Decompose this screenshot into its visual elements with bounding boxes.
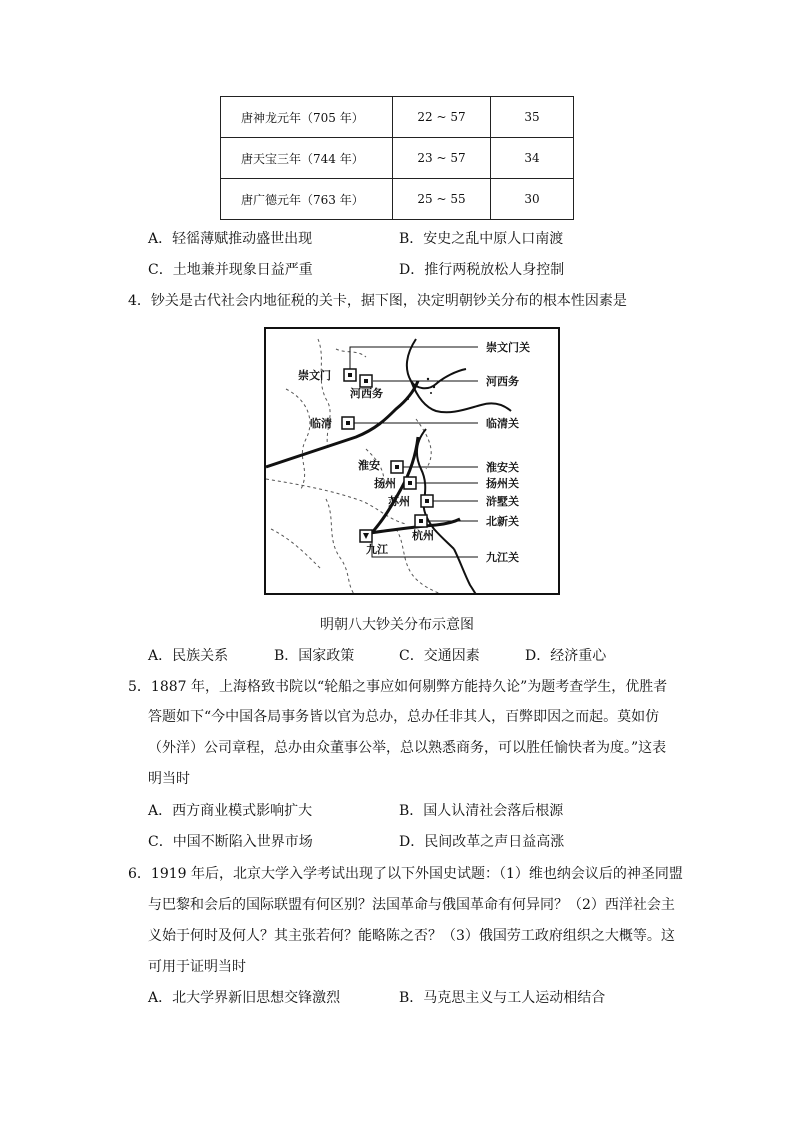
q6-stem-line-3: 义始于何时及何人？其主张若何？能略陈之否？（3）俄国劳工政府组织之大概等。这 (148, 928, 675, 944)
table-row (221, 97, 574, 138)
callout-linqing-guan: 临清关 (486, 417, 519, 430)
table-cell-value: 35 (491, 97, 574, 138)
map-caption: 明朝八大钞关分布示意图 (320, 617, 474, 633)
q3-option-c: C．土地兼并现象日益严重 (148, 262, 313, 278)
q3-option-b: B．安史之乱中原人口南渡 (399, 231, 564, 247)
map-graphic (266, 329, 560, 595)
q4-stem: 4．钞关是古代社会内地征税的关卡，据下图，决定明朝钞关分布的根本性因素是 (128, 293, 627, 309)
q4-option-a: A．民族关系 (148, 648, 229, 664)
q5-option-b: B．国人认清社会落后根源 (399, 803, 564, 819)
q4-option-b: B．国家政策 (274, 648, 355, 664)
q5-option-a: A．西方商业模式影响扩大 (148, 803, 313, 819)
q6-option-a: A．北大学界新旧思想交锋激烈 (148, 990, 341, 1006)
callout-jiujiang-guan: 九江关 (486, 551, 519, 564)
q6-option-b: B．马克思主义与工人运动相结合 (399, 990, 606, 1006)
q6-stem-line-1: 6．1919 年后，北京大学入学考试出现了以下外国史试题：（1）维也纳会议后的神圣同盟 (128, 866, 683, 882)
q5-option-d: D．民间改革之声日益高涨 (399, 834, 565, 850)
map-label-suzhou: 苏州 (388, 495, 410, 508)
map-label-huaian: 淮安 (358, 459, 380, 472)
q6-stem-line-4: 可用于证明当时 (148, 959, 246, 975)
q3-option-d: D．推行两税放松人身控制 (399, 262, 565, 278)
table-cell-year: 唐天宝三年（744 年） (221, 138, 393, 179)
q5-stem-line-3: （外洋）公司章程，总办由众董事公举，总以熟悉商务，可以胜任愉快者为度。”这表 (148, 740, 667, 756)
table-row (221, 179, 574, 220)
map-label-linqing: 临清 (310, 417, 332, 430)
q6-stem-line-2: 与巴黎和会后的国际联盟有何区别？法国革命与俄国革命有何异同？（2）西洋社会主 (148, 897, 675, 913)
table-cell-year: 唐广德元年（763 年） (221, 179, 393, 220)
map-label-hexiwu: 河西务 (350, 387, 383, 400)
q5-stem-line-1: 5．1887 年，上海格致书院以“轮船之事应如何剔弊方能持久论”为题考查学生，优胜者 (128, 679, 668, 695)
table-cell-year: 唐神龙元年（705 年） (221, 97, 393, 138)
table-cell-range: 22 ~ 57 (393, 97, 491, 138)
table-cell-value: 34 (491, 138, 574, 179)
map-label-yangzhou: 扬州 (374, 477, 396, 490)
table-row (221, 138, 574, 179)
q3-option-a: A．轻徭薄赋推动盛世出现 (148, 231, 313, 247)
map-label-hangzhou: 杭州 (412, 529, 434, 542)
table-cell-range: 23 ~ 57 (393, 138, 491, 179)
callout-hexiwu: 河西务 (486, 375, 519, 388)
q5-stem-line-2: 答题如下“今中国各局事务皆以官为总办，总办任非其人，百弊即因之而起。莫如仿 (148, 709, 660, 725)
map-label-jiujiang: 九江 (366, 543, 388, 556)
table-cell-value: 30 (491, 179, 574, 220)
callout-huaian-guan: 淮安关 (486, 461, 519, 474)
callout-yangzhou-guan: 扬州关 (486, 477, 519, 490)
callout-hushu-guan: 浒墅关 (486, 495, 519, 508)
population-age-table (220, 96, 574, 220)
q4-option-d: D．经济重心 (525, 648, 607, 664)
table-cell-range: 25 ~ 55 (393, 179, 491, 220)
map-label-chongwenmen: 崇文门 (298, 369, 331, 382)
q4-option-c: C．交通因素 (399, 648, 480, 664)
q5-option-c: C．中国不断陷入世界市场 (148, 834, 313, 850)
callout-beixin-guan: 北新关 (486, 515, 519, 528)
ming-customs-map (264, 327, 560, 595)
callout-chongwenmen-guan: 崇文门关 (486, 341, 530, 354)
q5-stem-line-4: 明当时 (148, 771, 190, 787)
